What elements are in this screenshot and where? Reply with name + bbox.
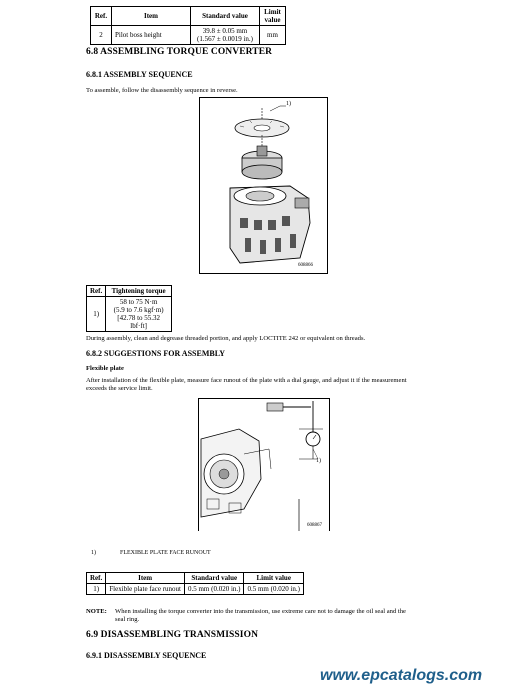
torque-line: 58 to 75 N·m <box>119 298 158 306</box>
table-header: Ref. <box>87 286 106 297</box>
assembly-note: During assembly, clean and degrease threaded portion, and apply LOCTITE 242 or equivalent on threads. <box>86 335 366 342</box>
torque-value-cell <box>106 297 172 332</box>
standard-value-cell: 0.5 mm (0.020 in.) <box>184 584 244 595</box>
table-row <box>91 26 286 45</box>
flexible-plate-text: After installation of the flexible plate, measure face runout of the plate with a dial gauge, and adjust it if the measurement <box>86 377 407 384</box>
dial-gauge-drawing <box>199 399 329 531</box>
subsection-heading-6-8-1: 6.8.1 ASSEMBLY SEQUENCE <box>86 70 193 79</box>
site-watermark: www.epcatalogs.com <box>320 667 483 684</box>
torque-converter-drawing <box>200 98 327 273</box>
note-text: When installing the torque converter into the transmission, use extreme care not to damage the oil seal and the <box>115 608 406 615</box>
subsection-heading-6-9-1: 6.9.1 DISASSEMBLY SEQUENCE <box>86 651 207 660</box>
item-cell: Pilot boss height <box>112 26 191 45</box>
dial-gauge-figure <box>198 398 330 531</box>
standard-line: 39.8 ± 0.05 mm <box>202 27 248 35</box>
limit-value-cell: 0.5 mm (0.020 in.) <box>244 584 304 595</box>
section-heading-6-9: 6.9 DISASSEMBLING TRANSMISSION <box>86 630 259 640</box>
note-label: NOTE: <box>86 608 107 615</box>
standard-value-cell <box>191 26 260 45</box>
ref-cell: 1) <box>87 297 106 332</box>
flexible-plate-text: exceeds the service limit. <box>86 385 153 392</box>
torque-line: (5.9 to 7.6 kgf·m) <box>113 306 164 314</box>
table-row <box>87 297 172 332</box>
table-header: Standard value <box>191 7 260 26</box>
table-header: Standard value <box>184 573 244 584</box>
assembly-instruction: To assemble, follow the disassembly sequence in reverse. <box>86 87 238 94</box>
table-header: Ref. <box>91 7 112 26</box>
ref-cell: 2 <box>91 26 112 45</box>
standard-line: (1.567 ± 0.0019 in.) <box>197 35 253 43</box>
table-header: Item <box>106 573 185 584</box>
runout-spec-table <box>86 572 304 595</box>
table-header: Tightening torque <box>106 286 172 297</box>
ref-cell: 1) <box>87 584 106 595</box>
limit-value-cell: mm <box>260 26 286 45</box>
pilot-boss-spec-table <box>90 6 286 45</box>
figure-callout: 1) <box>286 101 291 107</box>
figure-code: 608866 <box>298 263 313 268</box>
table-header: Item <box>112 7 191 26</box>
section-heading-6-8: 6.8 ASSEMBLING TORQUE CONVERTER <box>86 47 273 57</box>
figure-callout: 1) <box>316 458 321 464</box>
table-row <box>87 584 304 595</box>
figure-code: 608867 <box>307 523 322 528</box>
figure-legend-ref: 1) <box>91 550 96 556</box>
item-cell: Flexible plate face runout <box>106 584 185 595</box>
table-header: Limit value <box>244 573 304 584</box>
flexible-plate-heading: Flexible plate <box>86 365 124 372</box>
subsection-heading-6-8-2: 6.8.2 SUGGESTIONS FOR ASSEMBLY <box>86 349 226 358</box>
torque-line: [42.78 to 55.32 lbf·ft] <box>117 314 161 330</box>
torque-converter-figure <box>199 97 328 274</box>
figure-legend-label: FLEXIBLE PLATE FACE RUNOUT <box>120 550 211 556</box>
table-header: Limit value <box>260 7 286 26</box>
note-text: seal ring. <box>115 616 140 623</box>
table-header: Ref. <box>87 573 106 584</box>
torque-table <box>86 285 172 332</box>
